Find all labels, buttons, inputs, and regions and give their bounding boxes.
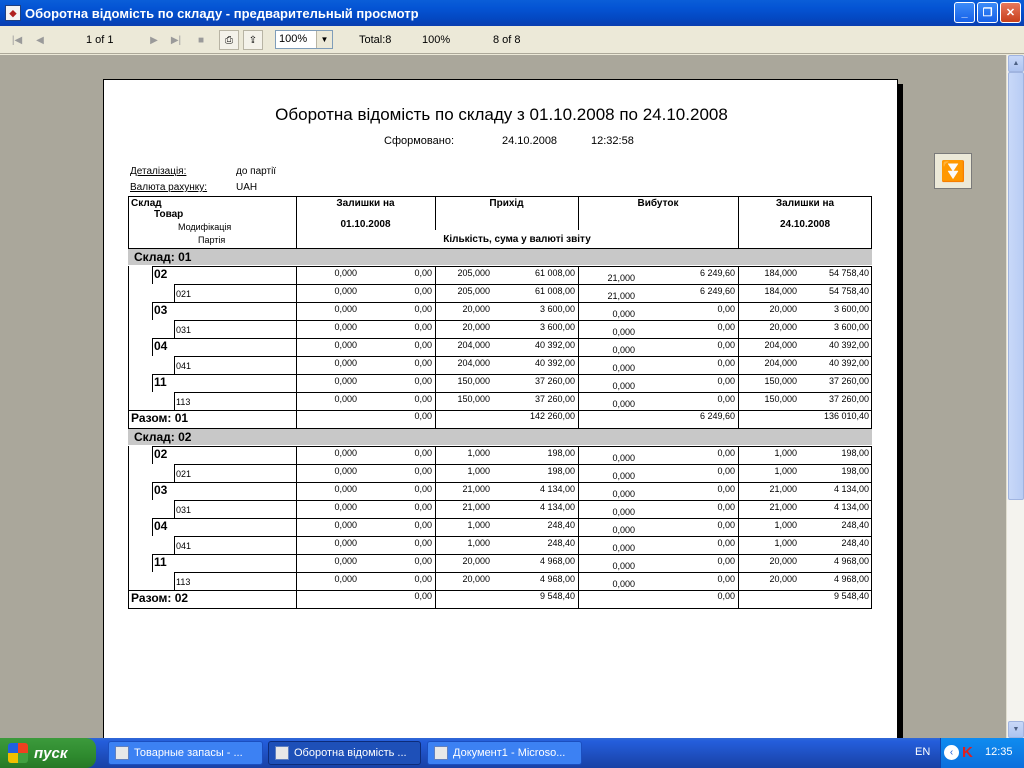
report-title: Оборотна відомість по складу з 01.10.2008 по 24.10.2008 <box>275 105 728 124</box>
value-cell: 21,000 <box>462 502 490 512</box>
value-cell: 1,000 <box>774 466 797 476</box>
app-icon: ◆ <box>5 5 21 21</box>
table-line <box>128 446 129 464</box>
product-name: 11 <box>154 555 167 569</box>
value-cell: 37 260,00 <box>828 376 869 386</box>
batch-name: 021 <box>176 469 192 479</box>
total-cell: 9 548,40 <box>833 591 869 601</box>
table-line <box>152 302 153 320</box>
table-line <box>174 500 872 501</box>
zoom-value: 100% <box>279 33 308 45</box>
value-cell: 0,000 <box>334 322 357 332</box>
group-header: Склад: 02 <box>128 428 872 445</box>
value-cell: 0,00 <box>414 268 432 278</box>
value-cell: 20,000 <box>769 322 797 332</box>
value-cell: 1,000 <box>467 466 490 476</box>
table-line <box>174 284 175 302</box>
table-line <box>871 464 872 482</box>
table-line <box>152 266 153 284</box>
scroll-thumb[interactable] <box>1008 72 1024 500</box>
value-cell: 150,000 <box>457 376 490 386</box>
table-line <box>174 320 175 338</box>
value-cell: 0,00 <box>414 394 432 404</box>
scroll-up-icon[interactable]: ▲ <box>1008 55 1024 72</box>
value-cell: 184,000 <box>764 286 797 296</box>
export-icon[interactable]: ⇪ <box>243 30 263 50</box>
table-line <box>174 356 175 374</box>
value-cell: 1,000 <box>774 448 797 458</box>
value-cell: 1,000 <box>467 520 490 530</box>
value-cell: 21,000 <box>607 273 635 283</box>
formed-date: 24.10.2008 <box>502 135 558 147</box>
table-line <box>128 410 129 428</box>
value-cell: 0,000 <box>334 448 357 458</box>
value-cell: 0,000 <box>612 525 635 535</box>
value-cell: 20,000 <box>462 322 490 332</box>
value-cell: 184,000 <box>764 268 797 278</box>
batch-name: 021 <box>176 289 192 299</box>
value-cell: 198,00 <box>547 448 575 458</box>
close-button[interactable]: ✕ <box>1000 2 1021 23</box>
value-cell: 204,000 <box>457 340 490 350</box>
table-line <box>174 536 175 554</box>
table-line <box>871 500 872 518</box>
total-cell: 142 260,00 <box>529 411 575 421</box>
value-cell: 0,00 <box>414 376 432 386</box>
value-cell: 1,000 <box>467 448 490 458</box>
value-cell: 0,00 <box>414 304 432 314</box>
header-outgo: Вибуток <box>637 198 679 209</box>
table-line <box>152 338 872 339</box>
value-cell: 0,00 <box>717 466 735 476</box>
value-cell: 0,000 <box>334 502 357 512</box>
value-cell: 4 968,00 <box>833 556 869 566</box>
value-cell: 248,40 <box>547 520 575 530</box>
currency-value: UAH <box>236 182 258 193</box>
value-cell: 21,000 <box>462 484 490 494</box>
table-line <box>871 572 872 590</box>
table-line <box>128 374 129 392</box>
table-line <box>174 392 872 393</box>
value-cell: 0,000 <box>334 538 357 548</box>
value-cell: 54 758,40 <box>828 286 869 296</box>
batch-name: 031 <box>176 505 192 515</box>
value-cell: 20,000 <box>769 556 797 566</box>
value-cell: 40 392,00 <box>828 358 869 368</box>
value-cell: 0,00 <box>414 556 432 566</box>
value-cell: 0,00 <box>414 502 432 512</box>
value-cell: 4 968,00 <box>539 556 575 566</box>
value-cell: 0,00 <box>414 520 432 530</box>
value-cell: 0,00 <box>414 286 432 296</box>
value-cell: 0,00 <box>414 574 432 584</box>
value-cell: 0,00 <box>717 448 735 458</box>
prev-page-button[interactable]: ◀ <box>36 34 44 46</box>
maximize-button[interactable]: ❐ <box>977 2 998 23</box>
value-cell: 248,40 <box>547 538 575 548</box>
table-line <box>128 320 129 338</box>
preview-toolbar <box>0 26 1024 54</box>
preview-viewport[interactable] <box>0 55 1006 738</box>
table-line <box>871 554 872 572</box>
header-income: Прихід <box>489 198 524 209</box>
table-line <box>128 284 129 302</box>
value-cell: 0,000 <box>612 489 635 499</box>
windows-logo-icon <box>8 743 28 763</box>
value-cell: 21,000 <box>769 502 797 512</box>
table-line <box>128 356 129 374</box>
value-cell: 0,000 <box>612 309 635 319</box>
pages-label: 8 of 8 <box>493 34 521 46</box>
table-line <box>871 590 872 608</box>
table-line <box>128 518 129 536</box>
value-cell: 4 968,00 <box>539 574 575 584</box>
table-line <box>152 374 872 375</box>
product-name: 04 <box>154 519 168 533</box>
value-cell: 0,000 <box>612 399 635 409</box>
value-cell: 20,000 <box>462 556 490 566</box>
value-cell: 61 008,00 <box>534 268 575 278</box>
batch-name: 113 <box>176 577 191 587</box>
show-hidden-icon[interactable]: ‹ <box>944 745 959 760</box>
table-line <box>152 482 872 483</box>
value-cell: 21,000 <box>607 291 635 301</box>
value-cell: 0,00 <box>717 484 735 494</box>
table-line <box>128 196 129 248</box>
value-cell: 204,000 <box>764 340 797 350</box>
value-cell: 0,00 <box>717 556 735 566</box>
value-cell: 0,000 <box>612 579 635 589</box>
cursor-app-icon <box>115 746 129 760</box>
table-line <box>152 482 153 500</box>
value-cell: 0,000 <box>612 543 635 553</box>
value-cell: 6 249,60 <box>699 268 735 278</box>
value-cell: 204,000 <box>457 358 490 368</box>
value-cell: 0,00 <box>414 322 432 332</box>
table-line <box>871 446 872 464</box>
language-indicator[interactable]: EN <box>915 746 931 758</box>
taskbar-item[interactable]: Товарные запасы - ... <box>108 741 263 765</box>
header-date-end: 24.10.2008 <box>779 219 831 230</box>
header-partia: Партія <box>198 235 226 245</box>
table-line <box>152 554 872 555</box>
taskbar <box>0 738 1024 768</box>
table-line <box>871 410 872 428</box>
value-cell: 0,000 <box>612 363 635 373</box>
product-name: 04 <box>154 339 168 353</box>
value-cell: 0,000 <box>334 484 357 494</box>
taskbar-item[interactable]: Оборотна відомість ... <box>268 741 421 765</box>
value-cell: 198,00 <box>547 466 575 476</box>
table-line <box>128 338 129 356</box>
value-cell: 0,00 <box>414 358 432 368</box>
scroll-down-icon[interactable]: ▼ <box>1008 721 1024 738</box>
value-cell: 37 260,00 <box>534 376 575 386</box>
table-line <box>128 266 129 284</box>
taskbar-item[interactable]: Документ1 - Microso... <box>427 741 582 765</box>
table-line <box>871 482 872 500</box>
value-cell: 205,000 <box>457 286 490 296</box>
value-cell: 61 008,00 <box>534 286 575 296</box>
value-cell: 0,000 <box>612 327 635 337</box>
value-cell: 204,000 <box>764 358 797 368</box>
table-line <box>871 266 872 284</box>
table-line <box>152 266 872 267</box>
minimize-button[interactable]: _ <box>954 2 975 23</box>
value-cell: 4 134,00 <box>539 502 575 512</box>
value-cell: 205,000 <box>457 268 490 278</box>
last-page-button[interactable]: ▶| <box>170 34 182 46</box>
product-name: 11 <box>154 375 167 389</box>
table-line <box>128 482 129 500</box>
table-line <box>174 392 175 410</box>
detail-value: до партії <box>236 166 277 177</box>
value-cell: 0,00 <box>717 358 735 368</box>
page-counter: 1 of 1 <box>86 34 114 46</box>
table-line <box>128 572 129 590</box>
value-cell: 0,00 <box>414 448 432 458</box>
table-line <box>871 374 872 392</box>
value-cell: 0,00 <box>414 484 432 494</box>
value-cell: 0,00 <box>717 538 735 548</box>
group-total-label: Разом: 01 <box>131 411 189 425</box>
table-line <box>128 464 129 482</box>
first-page-button[interactable]: |◀ <box>11 34 23 46</box>
table-line <box>152 338 153 356</box>
value-cell: 0,000 <box>612 471 635 481</box>
value-cell: 198,00 <box>841 448 869 458</box>
percent-label: 100% <box>422 34 451 46</box>
value-cell: 20,000 <box>769 574 797 584</box>
value-cell: 0,00 <box>717 574 735 584</box>
table-line <box>174 464 175 482</box>
value-cell: 1,000 <box>774 538 797 548</box>
header-units: Кількість, сума у валюті звіту <box>443 234 591 245</box>
header-date-start: 01.10.2008 <box>340 219 391 230</box>
table-line <box>871 284 872 302</box>
value-cell: 0,000 <box>334 556 357 566</box>
value-cell: 20,000 <box>462 304 490 314</box>
table-line <box>871 392 872 410</box>
report-page <box>103 79 898 738</box>
window-title: Оборотна відомість по складу - предварительный просмотр <box>25 5 419 21</box>
detail-label: Деталізація: <box>130 166 187 177</box>
group-header: Склад: 01 <box>128 248 872 265</box>
value-cell: 0,00 <box>717 502 735 512</box>
value-cell: 150,000 <box>457 394 490 404</box>
value-cell: 4 134,00 <box>833 502 869 512</box>
table-line <box>152 518 153 536</box>
value-cell: 3 600,00 <box>833 322 869 332</box>
table-line <box>128 608 872 609</box>
chevron-down-icon[interactable]: ▼ <box>316 31 332 48</box>
table-line <box>174 464 872 465</box>
value-cell: 3 600,00 <box>539 304 575 314</box>
header-sklad: Склад <box>131 198 162 209</box>
value-cell: 0,00 <box>717 394 735 404</box>
stop-button[interactable]: ■ <box>197 34 205 46</box>
table-line <box>128 500 129 518</box>
batch-name: 041 <box>176 361 192 371</box>
value-cell: 150,000 <box>764 376 797 386</box>
value-cell: 0,00 <box>717 304 735 314</box>
start-label: пуск <box>34 744 68 762</box>
batch-name: 041 <box>176 541 192 551</box>
value-cell: 0,000 <box>612 507 635 517</box>
product-name: 02 <box>154 447 168 461</box>
value-cell: 3 600,00 <box>539 322 575 332</box>
value-cell: 198,00 <box>841 466 869 476</box>
value-cell: 0,000 <box>334 520 357 530</box>
next-page-button[interactable]: ▶ <box>150 34 158 46</box>
header-border <box>128 196 872 197</box>
value-cell: 40 392,00 <box>534 358 575 368</box>
total-cell: 0,00 <box>414 411 432 421</box>
value-cell: 4 968,00 <box>833 574 869 584</box>
value-cell: 0,000 <box>334 358 357 368</box>
value-cell: 150,000 <box>764 394 797 404</box>
table-line <box>871 338 872 356</box>
value-cell: 0,000 <box>334 268 357 278</box>
value-cell: 6 249,60 <box>699 286 735 296</box>
value-cell: 4 134,00 <box>539 484 575 494</box>
table-line <box>152 446 153 464</box>
value-cell: 0,000 <box>612 345 635 355</box>
value-cell: 0,00 <box>717 376 735 386</box>
table-line <box>128 554 129 572</box>
value-cell: 37 260,00 <box>828 394 869 404</box>
print-icon[interactable]: ⎙ <box>219 30 239 50</box>
table-line <box>174 500 175 518</box>
table-line <box>152 518 872 519</box>
table-line <box>871 302 872 320</box>
table-line <box>152 446 872 447</box>
group-total-label: Разом: 02 <box>131 591 189 605</box>
value-cell: 37 260,00 <box>534 394 575 404</box>
value-cell: 20,000 <box>462 574 490 584</box>
start-button[interactable] <box>0 738 96 768</box>
value-cell: 0,00 <box>717 322 735 332</box>
table-line <box>128 536 129 554</box>
table-line <box>152 302 872 303</box>
value-cell: 0,000 <box>334 376 357 386</box>
value-cell: 0,000 <box>334 574 357 584</box>
value-cell: 0,00 <box>414 340 432 350</box>
table-line <box>174 536 872 537</box>
product-name: 02 <box>154 267 168 281</box>
table-line <box>871 518 872 536</box>
clock: 12:35 <box>985 746 1013 758</box>
value-cell: 0,00 <box>414 466 432 476</box>
product-name: 03 <box>154 483 168 497</box>
value-cell: 0,000 <box>334 304 357 314</box>
table-line <box>871 320 872 338</box>
table-line <box>174 284 872 285</box>
table-line <box>871 536 872 554</box>
value-cell: 0,000 <box>612 453 635 463</box>
value-cell: 248,40 <box>841 538 869 548</box>
value-cell: 0,000 <box>612 561 635 571</box>
value-cell: 3 600,00 <box>833 304 869 314</box>
table-line <box>174 572 175 590</box>
header-modif: Модифікація <box>178 222 232 232</box>
zoom-select[interactable] <box>275 30 333 49</box>
total-cell: 6 249,60 <box>699 411 735 421</box>
value-cell: 0,000 <box>612 381 635 391</box>
total-label: Total:8 <box>359 34 392 46</box>
formed-label: Сформовано: <box>384 135 454 147</box>
header-balance-start: Залишки на <box>336 198 395 209</box>
formed-time: 12:32:58 <box>591 135 634 147</box>
table-line <box>871 356 872 374</box>
total-cell: 0,00 <box>717 591 735 601</box>
title-bar <box>0 0 1024 26</box>
value-cell: 0,000 <box>334 340 357 350</box>
value-cell: 20,000 <box>769 304 797 314</box>
value-cell: 1,000 <box>774 520 797 530</box>
table-line <box>128 590 129 608</box>
value-cell: 0,000 <box>334 466 357 476</box>
value-cell: 0,000 <box>334 286 357 296</box>
value-cell: 40 392,00 <box>534 340 575 350</box>
vertical-scrollbar[interactable] <box>1006 55 1024 738</box>
batch-name: 031 <box>176 325 192 335</box>
table-line <box>174 572 872 573</box>
total-cell: 136 010,40 <box>823 411 869 421</box>
table-line <box>174 320 872 321</box>
product-name: 03 <box>154 303 168 317</box>
value-cell: 0,00 <box>717 340 735 350</box>
value-cell: 0,00 <box>717 520 735 530</box>
table-line <box>174 356 872 357</box>
table-line <box>128 302 129 320</box>
header-tovar: Товар <box>154 209 184 220</box>
value-cell: 4 134,00 <box>833 484 869 494</box>
value-cell: 40 392,00 <box>828 340 869 350</box>
table-line <box>128 392 129 410</box>
total-cell: 0,00 <box>414 591 432 601</box>
table-line <box>152 554 153 572</box>
table-line <box>152 374 153 392</box>
total-cell: 9 548,40 <box>539 591 575 601</box>
currency-label: Валюта рахунку: <box>130 182 208 193</box>
system-tray <box>940 738 1024 768</box>
value-cell: 21,000 <box>769 484 797 494</box>
word-icon <box>434 746 448 760</box>
value-cell: 0,00 <box>414 538 432 548</box>
report-table <box>128 196 872 606</box>
header-balance-end: Залишки на <box>775 198 835 209</box>
batch-name: 113 <box>176 397 191 407</box>
report-app-icon <box>275 746 289 760</box>
value-cell: 0,000 <box>334 394 357 404</box>
next-page-arrows-icon[interactable]: ⏬ <box>934 153 972 189</box>
value-cell: 1,000 <box>467 538 490 548</box>
antivirus-icon[interactable]: K <box>962 744 973 761</box>
value-cell: 248,40 <box>841 520 869 530</box>
value-cell: 54 758,40 <box>828 268 869 278</box>
